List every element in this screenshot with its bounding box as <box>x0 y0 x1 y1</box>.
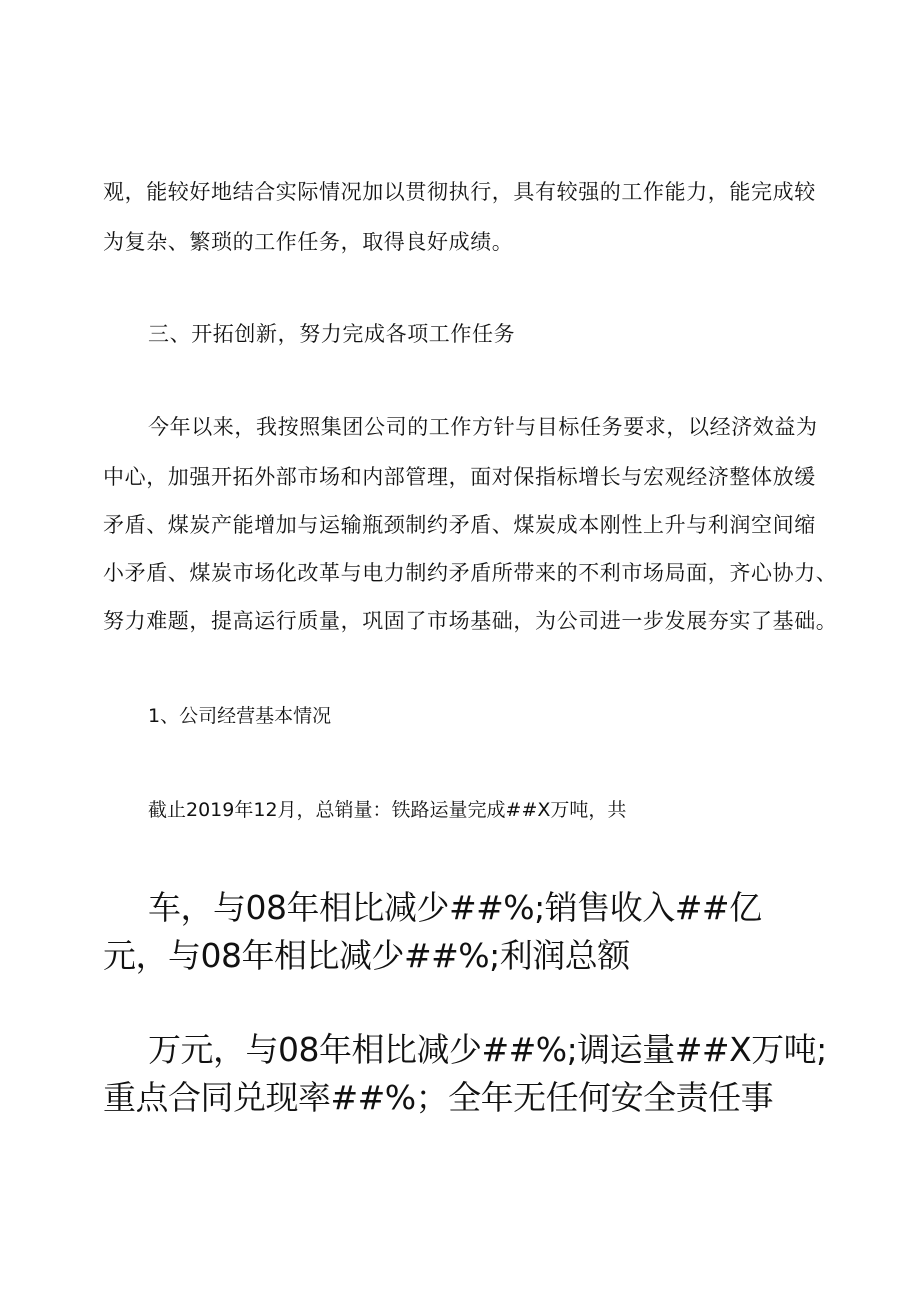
large-text-line-1: 车，与08年相比减少##%;销售收入##亿 <box>148 888 762 927</box>
sales-summary-line: 截止2019年12月，总销量：铁路运量完成##X万吨，共 <box>148 799 627 821</box>
main-paragraph-line-1: 今年以来，我按照集团公司的工作方针与目标任务要求，以经济效益为 <box>148 415 818 439</box>
intro-line-2: 为复杂、繁琐的工作任务，取得良好成绩。 <box>103 230 514 254</box>
large-text-line-4: 重点合同兑现率##%；全年无任何安全责任事 <box>103 1078 774 1117</box>
section-heading: 三、开拓创新，努力完成各项工作任务 <box>148 322 516 346</box>
main-paragraph-line-3: 矛盾、煤炭产能增加与运输瓶颈制约矛盾、煤炭成本刚性上升与利润空间缩 <box>103 513 816 537</box>
main-paragraph-line-4: 小矛盾、煤炭市场化改革与电力制约矛盾所带来的不利市场局面，齐心协力、 <box>103 561 838 585</box>
subheading-operations: 1、公司经营基本情况 <box>148 705 332 727</box>
intro-line-1: 观，能较好地结合实际情况加以贯彻执行，具有较强的工作能力，能完成较 <box>103 180 816 204</box>
large-text-line-2: 元，与08年相比减少##%;利润总额 <box>103 936 630 975</box>
main-paragraph-line-2: 中心，加强开拓外部市场和内部管理，面对保指标增长与宏观经济整体放缓 <box>103 465 816 489</box>
main-paragraph-line-5: 努力难题，提高运行质量，巩固了市场基础，为公司进一步发展夯实了基础。 <box>103 609 838 633</box>
large-text-line-3: 万元，与08年相比减少##%;调运量##X万吨; <box>148 1030 827 1069</box>
